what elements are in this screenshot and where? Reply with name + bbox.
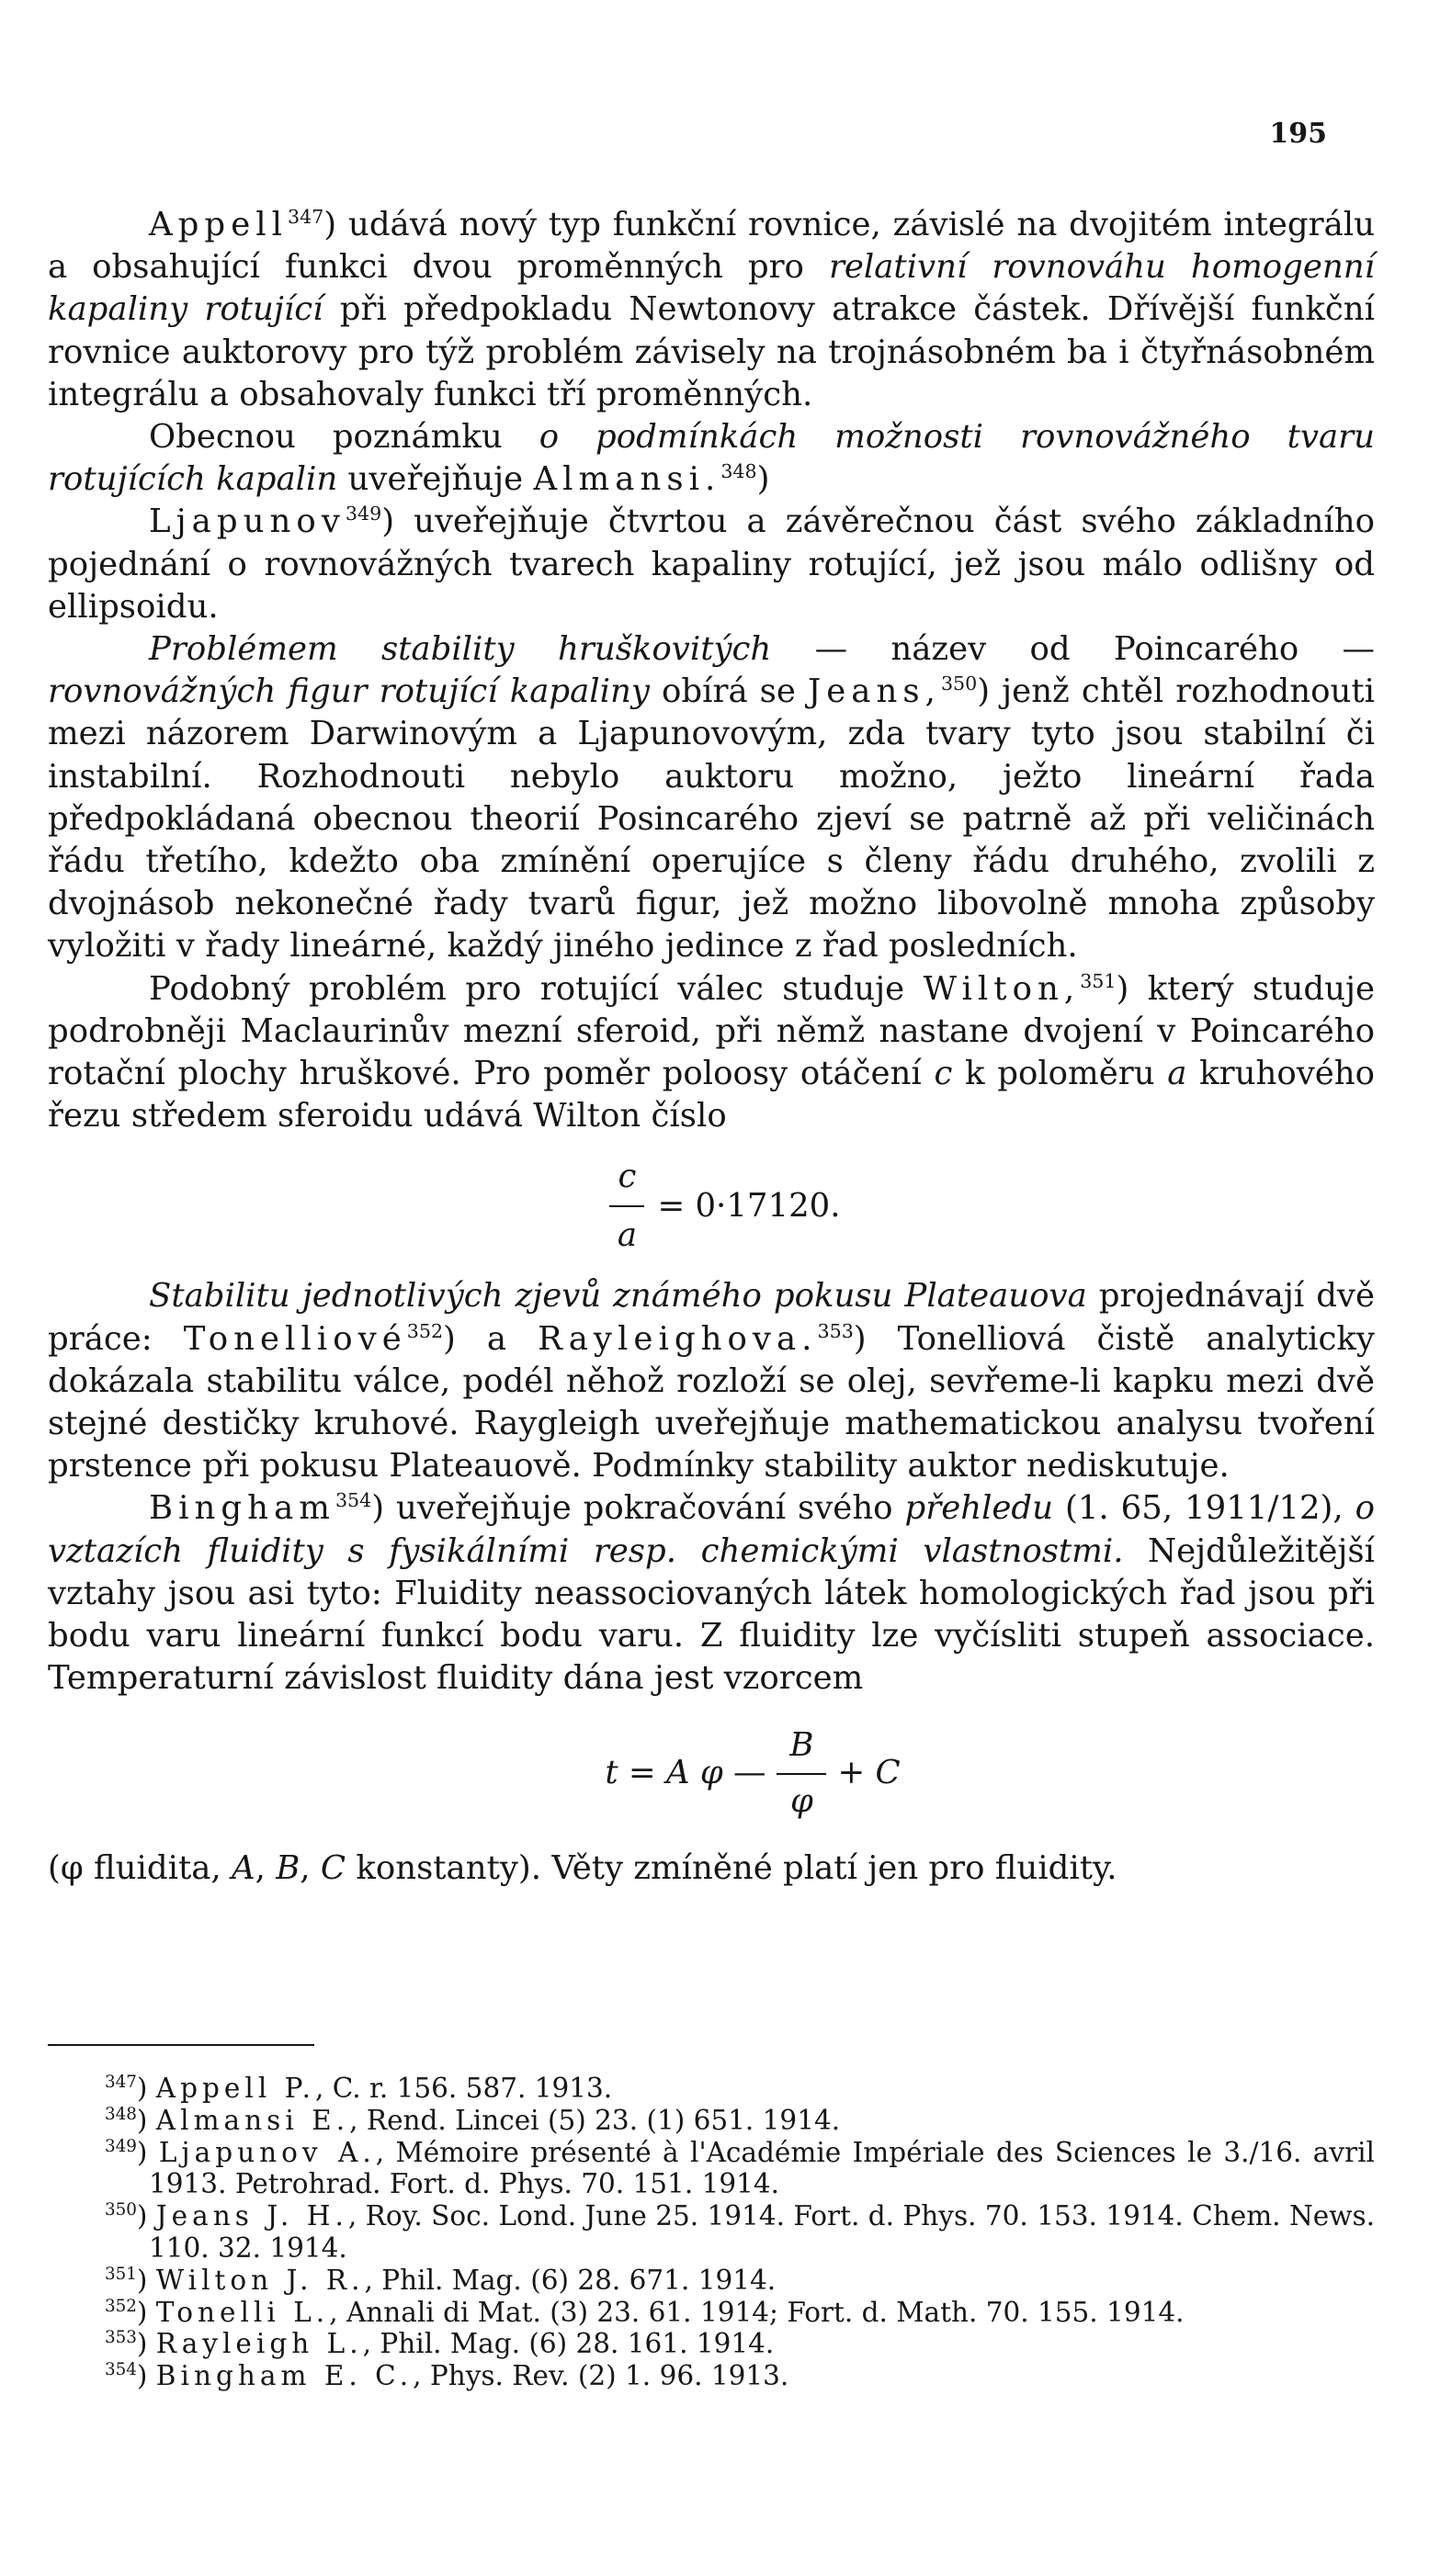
footnote-divider [48,2044,314,2046]
paragraph-jeans: Problémem stability hruškovitých — název od Poincarého — rovnovážných figur rotující kapaliny obírá se Jeans,$^{350}$) jenž chtěl rozhodnouti mezi názorem Darwinovým a Ljapunovovým, zda tvary tyto jsou stabilní či instabilní. Rozhodnouti nebylo auktoru možno, ježto lineární řada předpokládaná obecnou theorií Posincarého zjeví se patrně až při veličinách řádu třetího, kdežto oba zmínění operujíce s členy řádu druhého, zvolili z dvojnásob nekonečné řady tvarů figur, jež možno libovolně mnoha způsoby vyložiti v řady lineárné, každý jiného jedince z řad posledních. [48,630,1376,966]
author-name: Jeans, [807,672,941,711]
numerator: B [789,1726,814,1765]
fraction [609,1156,644,1257]
footnote-ref[interactable]: 351 [1080,969,1117,992]
math-symbol: c [934,1055,953,1093]
fraction [777,1724,826,1822]
equation-fluidity [130,1700,1375,1847]
author-name: Rayleighova. [538,1319,818,1358]
paragraph-bingham: Bingham$^{354}$) uveřejňuje pokračování svého přehledu (1. 65, 1911/12), o vztazích fluidity s fysikálními resp. chemickými vlastnostmi. Nejdůležitější vztahy jsou asi tyto: Fluidity neassociovaných látek homologických řad jsou při bodu varu lineární funkcí bodu varu. Z fluidity lze vyčísliti stupeň associace. Temperaturní závislost fluidity dána jest vzorcem [48,1489,1375,1698]
math-symbol: a [1167,1055,1187,1093]
footnotes [48,2073,1375,2392]
footnote-ref[interactable]: 353 [817,1319,854,1342]
footnote-ref[interactable]: 350 [940,672,978,695]
footnote: $^{350}$) Jeans J. H., Roy. Soc. Lond. June 25. 1914. Fort. d. Phys. 70. 153. 1914. Chem. News. 110. 32. 1914. [105,2200,1376,2264]
author-name: Bingham [149,1489,335,1528]
footnote: $^{354}$) Bingham E. C., Phys. Rev. (2) 1. 96. 1913. [105,2360,789,2392]
footnote-ref[interactable]: 354 [335,1489,372,1512]
paragraph-almansi: Obecnou poznámku o podmínkách možnosti rovnovážného tvaru rotujících kapalin uveřejňuje Almansi.$^{348}$) [48,418,1375,499]
topic-emphasis: o podmínkách možnosti rovnovážného tvaru rotujících kapalin [48,418,1375,499]
topic-emphasis: Stabilitu jednotlivých zjevů známého pokusu Plateauova [149,1277,1087,1316]
footnote-ref[interactable]: 348 [720,460,757,483]
main-text [48,204,1375,1890]
author-name: Appell [149,206,289,243]
paragraph-wilton: Podobný problém pro rotující válec studuje Wilton,$^{351}$) který studuje podrobněji Maclaurinův mezní sferoid, při němž nastane dvojení v Poincarého rotační plochy hruškové. Pro poměr poloosy otáčení c k poloměru a kruhového řezu středem sferoidu udává Wilton číslo [48,969,1376,1135]
topic-emphasis: o vztazích fluidity s fysikálními resp. chemickými vlastnostmi. [48,1489,1375,1570]
footnote: $^{348}$) Almansi E., Rend. Lincei (5) 23. (1) 651. 1914. [105,2104,841,2136]
equation-rhs: = 0·17120. [657,1187,841,1226]
footnote: $^{353}$) Rayleigh L., Phil. Mag. (6) 28. 161. 1914. [105,2328,775,2360]
topic-emphasis: rovnovážných figur rotující kapaliny [48,672,650,711]
paragraph-ljapunov: Ljapunov$^{349}$) uveřejňuje čtvrtou a závěrečnou část svého základního pojednání o rovnovážných tvarech kapaliny rotující, jež jsou málo odlišny od ellipsoidu. [48,503,1375,626]
footnote: $^{351}$) Wilton J. R., Phil. Mag. (6) 28. 671. 1914. [105,2264,777,2296]
fraction-bar [777,1773,826,1775]
topic-emphasis: Problémem stability hruškovitých [149,630,772,669]
numerator: c [618,1158,637,1196]
paragraph-constants: (φ fluidita, A, B, C konstanty). Věty zmíněné platí jen pro fluidity. [48,1848,1117,1887]
topic-emphasis: relativní rovnováhu homogenní kapaliny rotující [48,248,1375,329]
footnote-ref[interactable]: 349 [345,503,382,525]
denominator: a [617,1216,638,1255]
paragraph-appell: Appell$^{347}$) udává nový typ funkční rovnice, závislé na dvojitém integrálu a obsahující funkci dvou proměnných pro relativní rovnováhu homogenní kapaliny rotující při předpokladu Newtonovy atrakce částek. Dřívější funkční rovnice auktorovy pro týž problém závisely na trojnásobném ba i čtyřnásobném integrálu a obsahovaly funkci tří proměnných. [48,206,1375,413]
equation-lhs: t = A φ — [605,1754,766,1792]
fraction-bar [609,1205,644,1207]
topic-emphasis: přehledu [904,1489,1054,1528]
footnote: $^{352}$) Tonelli L., Annali di Mat. (3) 23. 61. 1914; Fort. d. Math. 70. 155. 1914. [105,2296,1185,2328]
footnote: $^{349}$) Ljapunov A., Mémoire présenté à l'Académie Impériale des Sciences le 3./16. avril 1913. Petrohrad. Fort. d. Phys. 70. 151. 1914. [105,2136,1375,2200]
footnote-ref[interactable]: 347 [288,206,324,229]
author-name: Almansi. [533,460,721,499]
paragraph-plateau: Stabilitu jednotlivých zjevů známého pokusu Plateauova projednávají dvě práce: Tonelliové$^{352}$) a Rayleighova.$^{353}$) Tonelliová čistě analyticky dokázala stabilitu válce, podél něhož rozloží se olej, sevřeme-li kapku mezi dvě stejné destičky kruhové. Raygleigh uveřejňuje mathematickou analysu tvoření prstence při pokusu Plateauově. Podmínky stability auktor nediskutuje. [48,1277,1375,1486]
footnote: $^{347}$) Appell P., C. r. 156. 587. 1913. [105,2073,613,2104]
footnote-ref[interactable]: 352 [406,1319,444,1342]
equation-rhs: + C [837,1754,901,1792]
author-name: Ljapunov [149,503,346,541]
denominator: φ [790,1781,813,1820]
author-name: Tonelliové [183,1319,407,1358]
equation-ratio [75,1137,1375,1275]
author-name: Wilton, [923,969,1081,1008]
page-number: 195 [1269,118,1327,150]
